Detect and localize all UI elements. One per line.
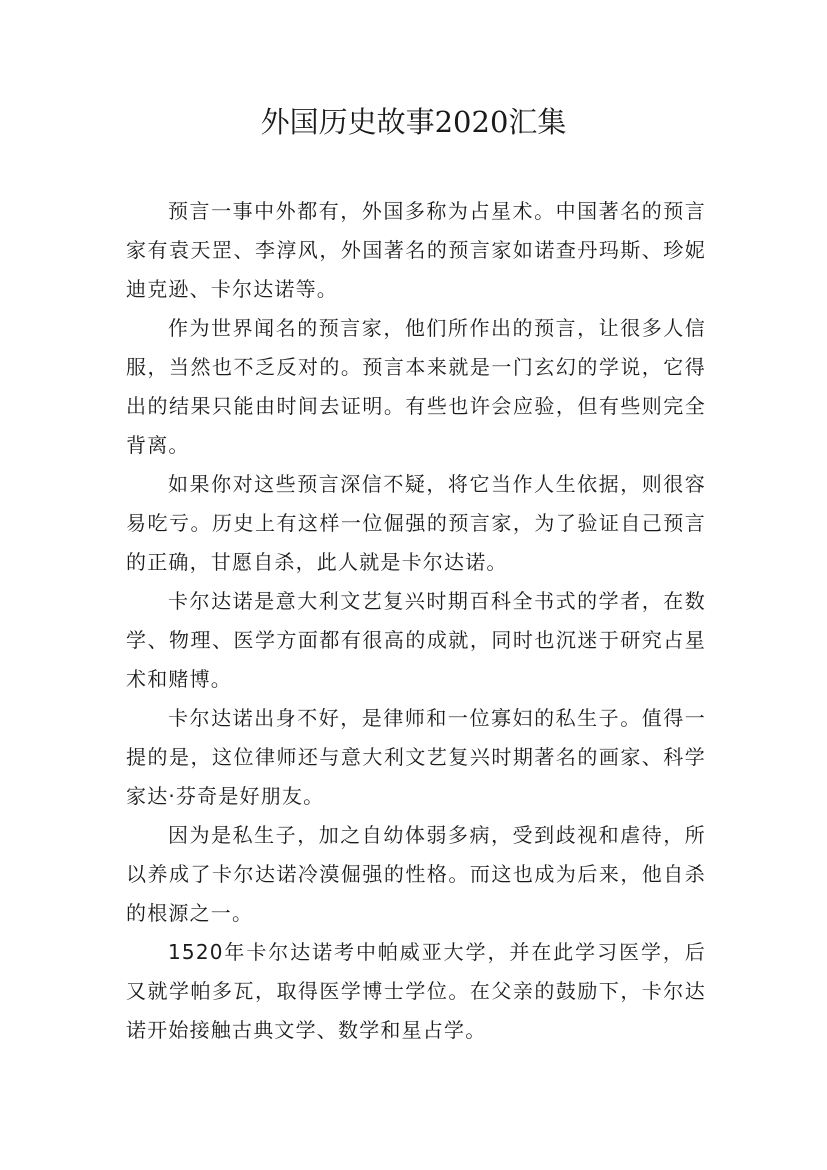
- document-title: 外国历史故事2020汇集: [260, 105, 567, 139]
- paragraph: 预言一事中外都有，外国多称为占星术。中国著名的预言家有袁天罡、李淳风，外国著名的预言家如诺查丹玛斯、珍妮迪克逊、卡尔达诺等。: [126, 199, 706, 301]
- paragraph: 卡尔达诺出身不好，是律师和一位寡妇的私生子。值得一提的是，这位律师还与意大利文艺复兴时期著名的画家、科学家达·芬奇是好朋友。: [126, 706, 706, 808]
- document-body: [126, 192, 706, 1050]
- paragraph: 因为是私生子，加之自幼体弱多病，受到歧视和虐待，所以养成了卡尔达诺冷漠倔强的性格。而这也成为后来，他自杀的根源之一。: [126, 823, 706, 925]
- paragraph: 卡尔达诺是意大利文艺复兴时期百科全书式的学者，在数学、物理、医学方面都有很高的成就，同时也沉迷于研究占星术和赌博。: [126, 589, 706, 691]
- paragraph: 作为世界闻名的预言家，他们所作出的预言，让很多人信服，当然也不乏反对的。预言本来就是一门玄幻的学说，它得出的结果只能由时间去证明。有些也许会应验，但有些则完全背离。: [126, 316, 706, 457]
- paragraph: 如果你对这些预言深信不疑，将它当作人生依据，则很容易吃亏。历史上有这样一位倔强的预言家，为了验证自己预言的正确，甘愿自杀，此人就是卡尔达诺。: [126, 472, 706, 574]
- paragraph: 1520年卡尔达诺考中帕威亚大学，并在此学习医学，后又就学帕多瓦，取得医学博士学位。在父亲的鼓励下，卡尔达诺开始接触古典文学、数学和星占学。: [126, 940, 706, 1042]
